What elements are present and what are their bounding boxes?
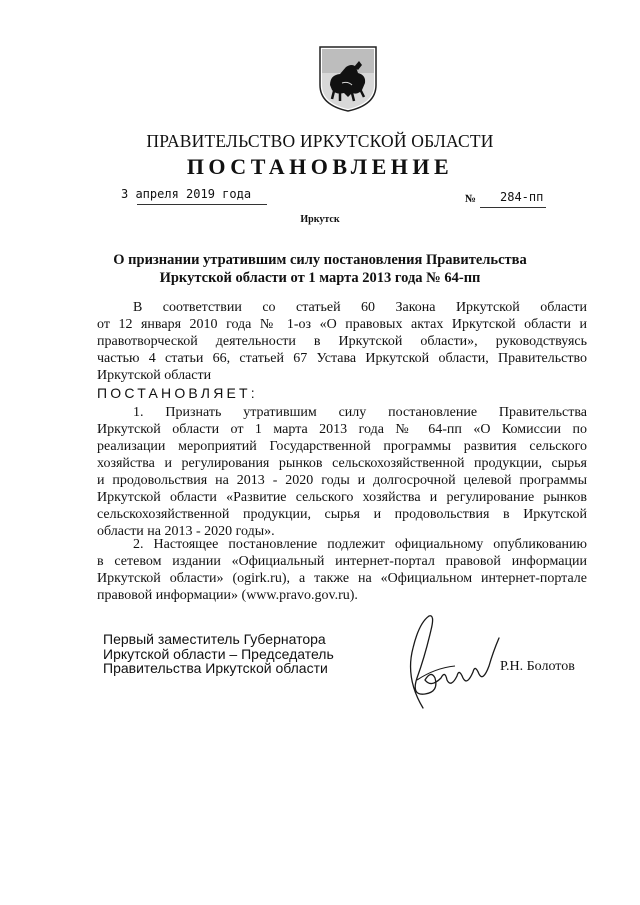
position-line: Иркутской области – Председатель: [103, 645, 334, 662]
item-1-line: реализации мероприятий Государственной программы развития сельского: [97, 439, 587, 454]
item-1-line: области на 2013 - 2020 годы».: [97, 524, 275, 539]
preamble: [97, 299, 587, 384]
preamble-line: от 12 января 2010 года № 1-оз «О правовых актах Иркутской области и: [97, 317, 587, 332]
item-1-line: Иркутской области «Развитие сельского хозяйства и регулирование рынков: [97, 490, 587, 505]
handwritten-signature: [395, 608, 505, 713]
position-line: Правительства Иркутской области: [103, 660, 328, 676]
preamble-line: Иркутской области: [97, 368, 212, 383]
item-1-line: 1. Признать утратившим силу постановление Правительства: [133, 405, 587, 420]
signatory-position: [103, 632, 334, 676]
city: Иркутск: [300, 214, 340, 225]
document-type: ПОСТАНОВЛЕНИЕ: [186, 154, 454, 179]
item-1-line: и продовольствия на 2013 - 2020 годы и долгосрочной целевой программы: [97, 473, 587, 488]
signatory-name: Р.Н. Болотов: [500, 659, 575, 674]
title-line: Иркутской области от 1 марта 2013 года № 64-пп: [159, 270, 481, 286]
preamble-line: частью 4 статьи 66, статьей 67 Устава Иркутской области, Правительство: [97, 351, 587, 366]
government-name: ПРАВИТЕЛЬСТВО ИРКУТСКОЙ ОБЛАСТИ: [146, 131, 494, 151]
item-2-line: в сетевом издании «Официальный интернет-портал правовой информации: [97, 554, 587, 569]
coat-of-arms-icon: [318, 45, 378, 113]
document-title: [80, 251, 560, 287]
item-2-line: Иркутской области» (ogirk.ru), а также на «Официальном интернет-портале: [97, 571, 587, 586]
document-date: [121, 187, 251, 201]
date-value: 3 апреля 2019 года: [121, 187, 252, 201]
item-1: [97, 404, 587, 540]
item-1-line: хозяйства и регулирования рынков сельскохозяйственной продукции, сырья: [97, 456, 587, 471]
document-number: [500, 190, 543, 204]
item-2-line: 2. Настоящее постановление подлежит официальному опубликованию: [133, 537, 587, 552]
preamble-line: В соответствии со статьей 60 Закона Иркутской области: [133, 300, 587, 315]
preamble-line: правотворческой деятельности в Иркутской области», руководствуясь: [97, 334, 587, 349]
item-1-line: Иркутской области от 1 марта 2013 года № 64-пп «О Комиссии по: [97, 422, 587, 437]
title-line: О признании утратившим силу постановления Правительства: [113, 252, 527, 268]
item-2: [97, 536, 587, 604]
item-1-line: сельскохозяйственной продукции, сырья и продовольствия в Иркутской: [97, 507, 587, 522]
resolves-heading: ПОСТАНОВЛЯЕТ:: [97, 385, 258, 401]
item-2-line: правовой информации» (www.pravo.gov.ru).: [97, 588, 358, 603]
number-label: №: [465, 193, 477, 205]
position-line: Первый заместитель Губернатора: [103, 631, 326, 647]
number-value: 284-пп: [500, 190, 544, 204]
